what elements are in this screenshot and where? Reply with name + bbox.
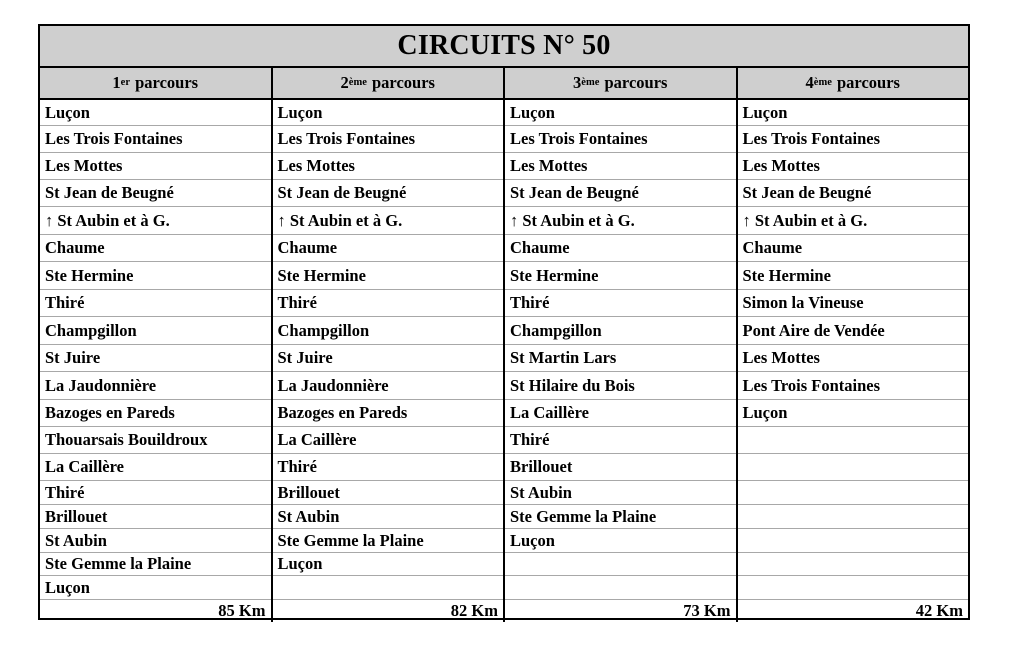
- heading-ordinal: ème: [813, 76, 832, 88]
- route-distance: 73 Km: [683, 601, 731, 620]
- route-stop: Simon la Vineuse: [738, 290, 969, 317]
- route-stop: Les Trois Fontaines: [738, 372, 969, 400]
- route-column-3: [505, 100, 738, 622]
- route-stop: La Jaudonnière: [273, 372, 504, 400]
- route-stop: Luçon: [40, 100, 271, 126]
- route-stop: ↑ St Aubin et à G.: [40, 207, 271, 235]
- route-stop: Les Trois Fontaines: [505, 126, 736, 153]
- route-stop: Les Trois Fontaines: [738, 126, 969, 153]
- empty-cell: [505, 553, 736, 576]
- route-column-2: [273, 100, 506, 622]
- route-stop: Thiré: [505, 290, 736, 317]
- heading-text: parcours: [131, 73, 199, 92]
- route-stop: La Caillère: [505, 400, 736, 427]
- empty-cell: [738, 505, 969, 529]
- route-stop: Ste Gemme la Plaine: [40, 553, 271, 576]
- circuits-table: [38, 24, 970, 620]
- empty-cell: [738, 529, 969, 553]
- empty-cell: [738, 481, 969, 505]
- route-stop: Les Mottes: [40, 153, 271, 180]
- route-stop: Luçon: [40, 576, 271, 600]
- route-stop: Luçon: [273, 100, 504, 126]
- column-heading-3: [505, 68, 738, 98]
- route-stop: Chaume: [738, 235, 969, 262]
- route-stop: Ste Hermine: [738, 262, 969, 290]
- route-stop: St Aubin: [40, 529, 271, 553]
- route-stop: St Juire: [40, 345, 271, 372]
- route-stop: Les Mottes: [505, 153, 736, 180]
- route-stop: Ste Gemme la Plaine: [273, 529, 504, 553]
- table-title: CIRCUITS N° 50: [40, 26, 968, 68]
- route-stop: St Jean de Beugné: [505, 180, 736, 207]
- route-distance: 42 Km: [915, 601, 963, 620]
- heading-number: 2: [340, 73, 349, 92]
- route-stop: St Martin Lars: [505, 345, 736, 372]
- route-stop: Brillouet: [40, 505, 271, 529]
- empty-cell: [738, 427, 969, 454]
- route-stop: Brillouet: [505, 454, 736, 481]
- route-stop: Les Trois Fontaines: [273, 126, 504, 153]
- empty-cell: [738, 454, 969, 481]
- route-stop: Chaume: [40, 235, 271, 262]
- route-stop: Thiré: [40, 481, 271, 505]
- route-stop: Les Mottes: [273, 153, 504, 180]
- route-stop: Luçon: [273, 553, 504, 576]
- route-stop: Les Trois Fontaines: [40, 126, 271, 153]
- heading-number: 1: [112, 73, 121, 92]
- route-stop: Bazoges en Pareds: [40, 400, 271, 427]
- route-stop: Thiré: [505, 427, 736, 454]
- route-stop: Luçon: [738, 100, 969, 126]
- route-stop: La Caillère: [273, 427, 504, 454]
- route-stop: Ste Hermine: [40, 262, 271, 290]
- heading-ordinal: ème: [348, 76, 367, 88]
- route-distance: 85 Km: [218, 601, 266, 620]
- heading-number: 4: [805, 73, 814, 92]
- column-heading-2: [273, 68, 506, 98]
- heading-ordinal: ème: [581, 76, 600, 88]
- route-stop: Ste Hermine: [273, 262, 504, 290]
- route-stop: Champgillon: [273, 317, 504, 345]
- route-stop: La Caillère: [40, 454, 271, 481]
- route-stop: ↑ St Aubin et à G.: [273, 207, 504, 235]
- route-stop: Luçon: [505, 529, 736, 553]
- route-stop: St Juire: [273, 345, 504, 372]
- route-stop: St Aubin: [273, 505, 504, 529]
- heading-number: 3: [573, 73, 582, 92]
- route-stop: Bazoges en Pareds: [273, 400, 504, 427]
- route-stop: Ste Gemme la Plaine: [505, 505, 736, 529]
- route-stop: Champgillon: [505, 317, 736, 345]
- route-column-4: [738, 100, 969, 622]
- route-column-1: [40, 100, 273, 622]
- empty-cell: [738, 576, 969, 600]
- heading-text: parcours: [600, 73, 668, 92]
- route-stop: Pont Aire de Vendée: [738, 317, 969, 345]
- route-stop: St Jean de Beugné: [40, 180, 271, 207]
- route-stop: Chaume: [505, 235, 736, 262]
- heading-ordinal: er: [120, 76, 130, 88]
- empty-cell: [505, 576, 736, 600]
- empty-cell: [273, 576, 504, 600]
- route-stop: Les Mottes: [738, 153, 969, 180]
- heading-text: parcours: [832, 73, 900, 92]
- route-stop: St Aubin: [505, 481, 736, 505]
- route-stop: La Jaudonnière: [40, 372, 271, 400]
- heading-text: parcours: [367, 73, 435, 92]
- route-stop: Thiré: [273, 454, 504, 481]
- route-stop: Les Mottes: [738, 345, 969, 372]
- route-stop: Champgillon: [40, 317, 271, 345]
- table-body: [40, 100, 968, 622]
- column-heading-1: [40, 68, 273, 98]
- route-stop: Thouarsais Bouildroux: [40, 427, 271, 454]
- route-distance: 82 Km: [450, 601, 498, 620]
- empty-cell: [738, 553, 969, 576]
- route-stop: ↑ St Aubin et à G.: [738, 207, 969, 235]
- route-stop: St Jean de Beugné: [273, 180, 504, 207]
- route-stop: Luçon: [738, 400, 969, 427]
- route-stop: Thiré: [273, 290, 504, 317]
- route-stop: Brillouet: [273, 481, 504, 505]
- route-stop: St Hilaire du Bois: [505, 372, 736, 400]
- route-stop: Chaume: [273, 235, 504, 262]
- route-stop: Thiré: [40, 290, 271, 317]
- route-stop: St Jean de Beugné: [738, 180, 969, 207]
- header-row: [40, 68, 968, 100]
- route-stop: Ste Hermine: [505, 262, 736, 290]
- column-heading-4: [738, 68, 969, 98]
- route-stop: Luçon: [505, 100, 736, 126]
- route-stop: ↑ St Aubin et à G.: [505, 207, 736, 235]
